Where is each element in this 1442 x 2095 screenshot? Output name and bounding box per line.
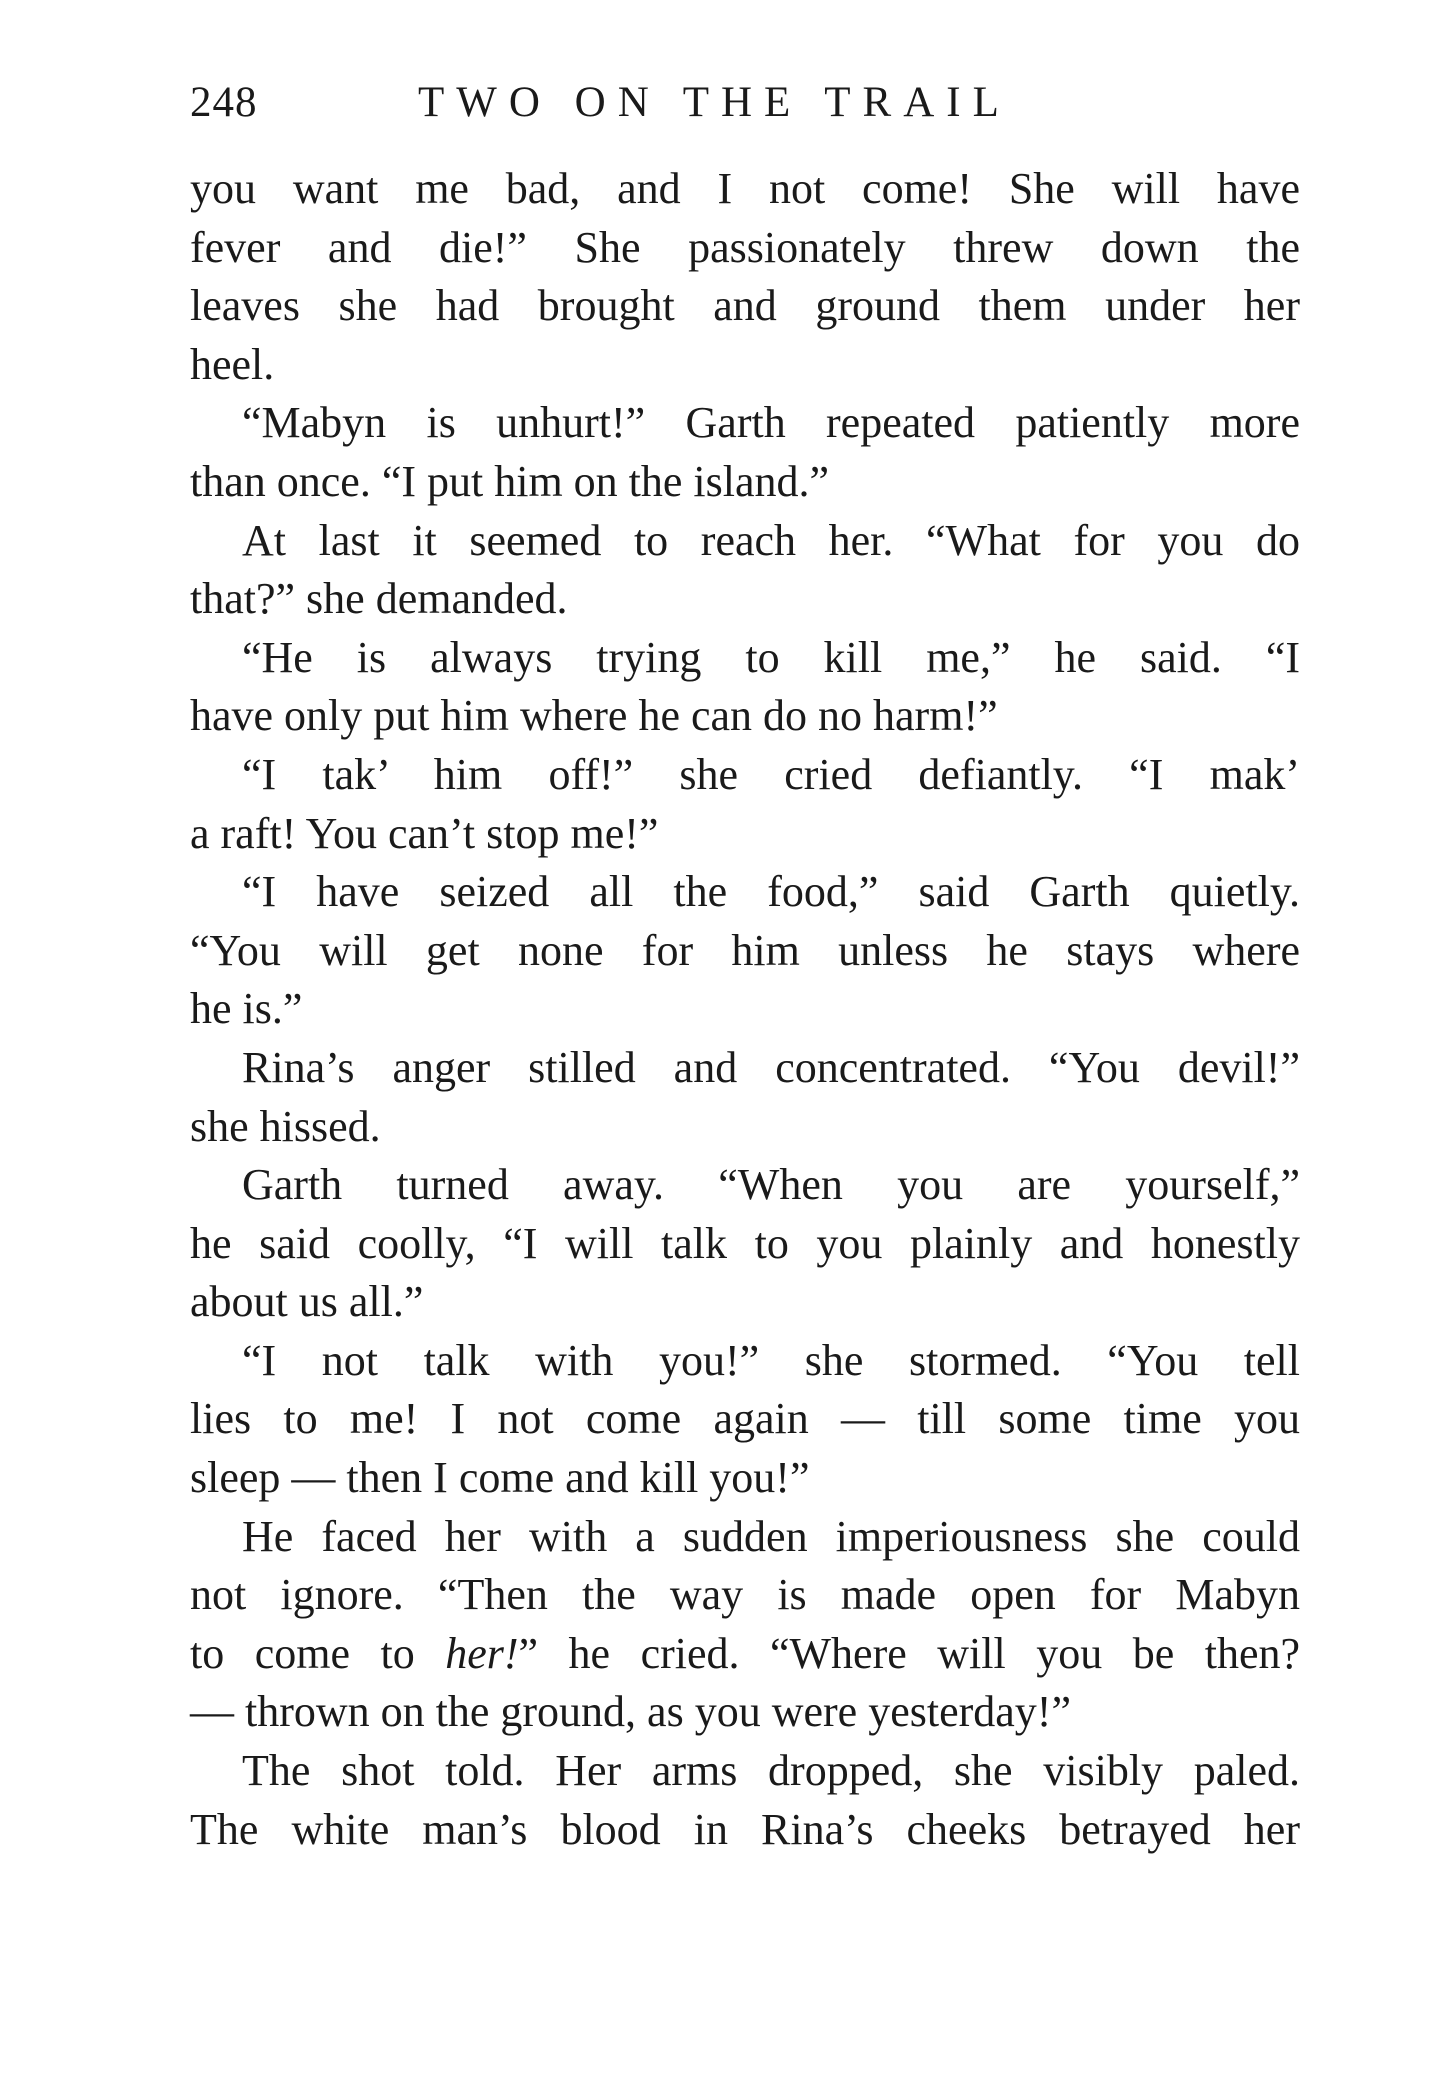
text-line: he said coolly, “I will talk to you plainly and honestly [190,1218,1300,1268]
text-line: “I tak’ him off!” she cried defiantly. “I mak’ [242,749,1300,799]
running-title: TWO ON THE TRAIL [418,79,1011,126]
text-line: you want me bad, and I not come! She will have [190,164,1300,213]
line-segment: to come to [190,1628,446,1678]
page-number: 248 [190,79,258,126]
text-line: he is.” [190,984,303,1034]
text-line: “I not talk with you!” she stormed. “You tell [242,1335,1300,1385]
text-line: than once. “I put him on the island.” [190,456,830,506]
text-line: not ignore. “Then the way is made open for Mabyn [190,1570,1300,1620]
text-line: Rina’s anger stilled and concentrated. “You devil!” [242,1042,1300,1092]
body-text [190,160,1300,1859]
text-line-italic [190,1625,1300,1684]
page-header [190,78,1300,138]
text-line: “Mabyn is unhurt!” Garth repeated patiently more [242,398,1300,448]
text-line: leaves she had brought and ground them under her [190,281,1300,331]
text-line: a raft! You can’t stop me!” [190,808,659,858]
text-line: she hissed. [190,1101,381,1151]
text-line: about us all.” [190,1277,424,1327]
text-line: Garth turned away. “When you are yourself,” [242,1160,1300,1210]
text-line: “I have seized all the food,” said Garth quietly. [242,867,1300,917]
italic-word: her! [445,1628,519,1678]
text-line: lies to me! I not come again — till some time you [190,1394,1300,1444]
text-line: The shot told. Her arms dropped, she visibly paled. [242,1746,1300,1796]
text-line: The white man’s blood in Rina’s cheeks betrayed her [190,1804,1300,1854]
text-line: sleep — then I come and kill you!” [190,1453,810,1503]
text-line: that?” she demanded. [190,574,568,624]
text-line: heel. [190,339,275,389]
text-line: fever and die!” She passionately threw down the [190,222,1300,272]
text-line: — thrown on the ground, as you were yesterday!” [190,1687,1071,1737]
text-line: At last it seemed to reach her. “What for you do [242,515,1300,565]
text-line: “You will get none for him unless he stays where [190,925,1300,975]
line-segment: ” he cried. “Where will you be then? [518,1628,1301,1678]
text-line: He faced her with a sudden imperiousness she could [242,1511,1300,1561]
text-line: “He is always trying to kill me,” he said. “I [242,632,1300,682]
text-line: have only put him where he can do no harm!” [190,691,998,741]
